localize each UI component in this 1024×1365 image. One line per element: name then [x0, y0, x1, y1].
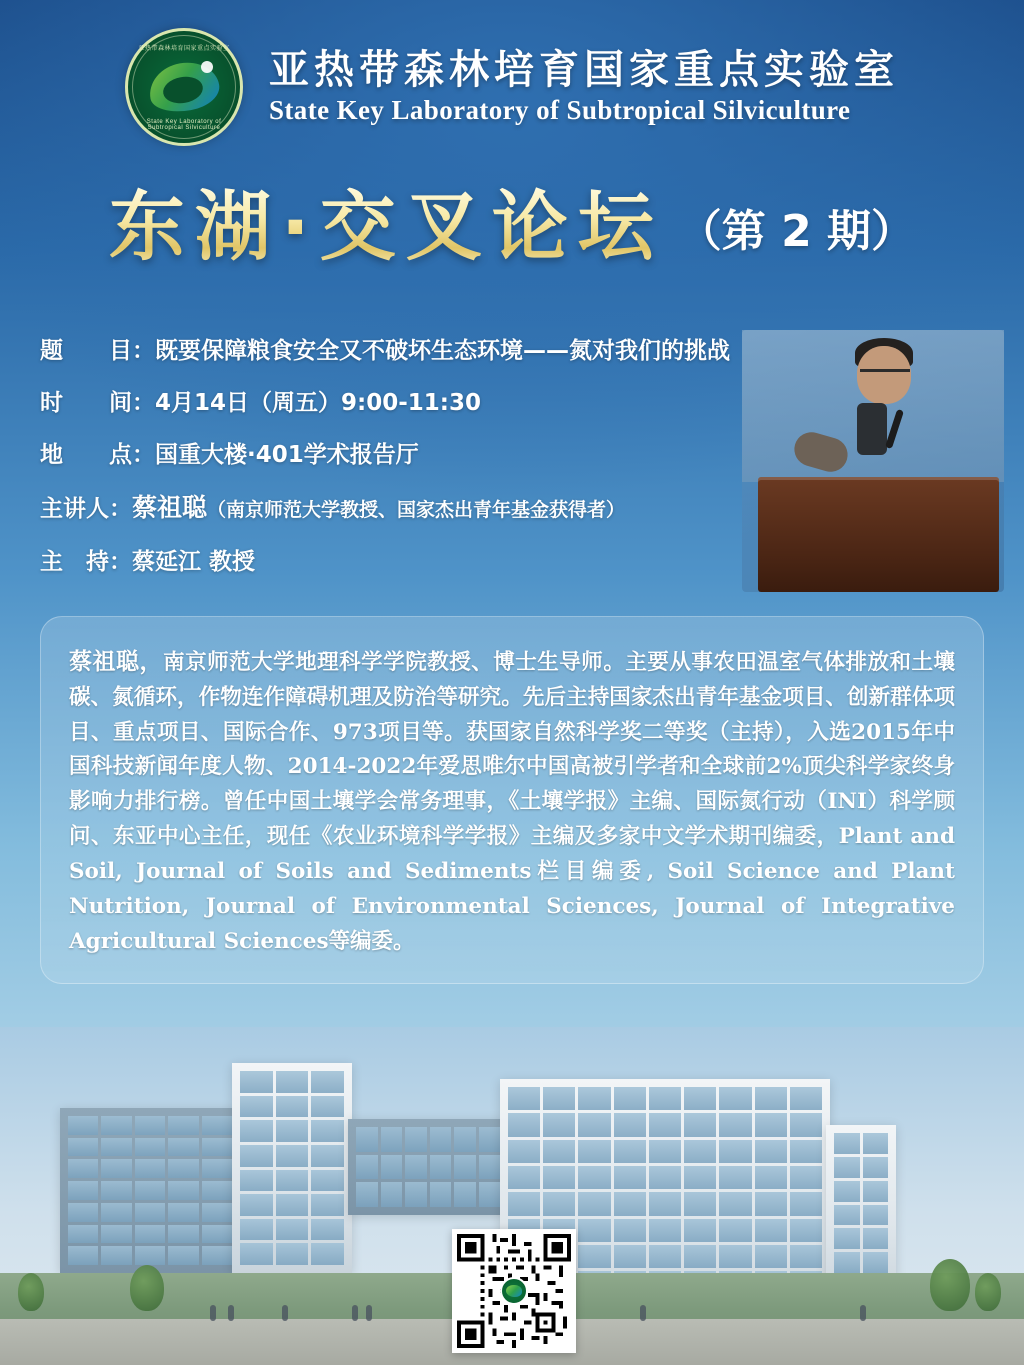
lab-logo [125, 28, 243, 146]
info-value-time: 4月14日（周五）9:00-11:30 [155, 390, 481, 416]
forum-title-row [0, 182, 1024, 271]
info-label-location: 地 点： [40, 442, 155, 468]
speaker-bio-paragraph [69, 643, 955, 959]
leaf-swoosh-icon [147, 57, 221, 117]
logo-ring-top-text: 亚热带森林培育国家重点实验室 [138, 46, 230, 52]
info-row-location [40, 436, 760, 469]
forum-issue: （第 2 期） [677, 205, 916, 257]
speaker-photo [742, 330, 1004, 592]
info-label-topic: 题 目： [40, 338, 155, 364]
speaker-bio-card [40, 616, 984, 984]
poster-header [0, 28, 1024, 146]
speaker-bio-text: 南京师范大学地理科学学院教授、博士生导师。主要从事农田温室气体排放和土壤碳、氮循环，作物连作障碍机理及防治等研究。先后主持国家杰出青年基金项目、创新群体项目、重点项目、国际合作、973项目等。获国家自然科学奖二等奖（主持），入选2015年中国科技新闻年度人物、2014-2022年爱思唯尔中国高被引学者和全球前2%顶尖科学家终身影响力排行榜。曾任中国土壤学会常务理事，《土壤学报》主编、国际氮行动（INI）科学顾问、东亚中心主任，现任《农业环境科学学报》主编及多家中文学术期刊编委，Plant and Soil, Journal of Soils and Sediments栏目编委, Soil Science and Plant Nutrition, Journal of Environmental Sciences, Journal of Integrative Agricultural Sciences等编委。 [69, 650, 956, 954]
lab-titles [269, 48, 899, 126]
info-row-speaker [40, 488, 760, 524]
info-label-speaker: 主讲人： [40, 496, 132, 522]
qr-center-logo-icon [500, 1277, 528, 1305]
forum-title: 东湖·交叉论坛 [108, 182, 664, 271]
info-label-host: 主 持： [40, 549, 132, 575]
info-sub-speaker: （南京师范大学教授、国家杰出青年基金获得者） [207, 499, 626, 521]
info-row-host [40, 543, 760, 576]
info-label-time: 时 间： [40, 390, 155, 416]
info-row-time [40, 384, 760, 417]
lab-title-en: State Key Laboratory of Subtropical Silviculture [269, 95, 851, 126]
logo-ring-bottom-text: State Key Laboratory of Subtropical Silviculture [146, 119, 222, 131]
info-value-speaker: 蔡祖聪 [132, 493, 208, 522]
qr-code[interactable] [452, 1229, 576, 1353]
info-value-location: 国重大楼·401学术报告厅 [155, 442, 419, 468]
speaker-bio-name: 蔡祖聪， [69, 648, 164, 675]
info-value-topic: 既要保障粮食安全又不破坏生态环境——氮对我们的挑战 [155, 338, 730, 364]
event-info-list [40, 332, 760, 576]
info-row-topic [40, 332, 760, 365]
info-value-host: 蔡延江 教授 [132, 549, 256, 575]
lab-title-cn: 亚热带森林培育国家重点实验室 [269, 47, 899, 94]
